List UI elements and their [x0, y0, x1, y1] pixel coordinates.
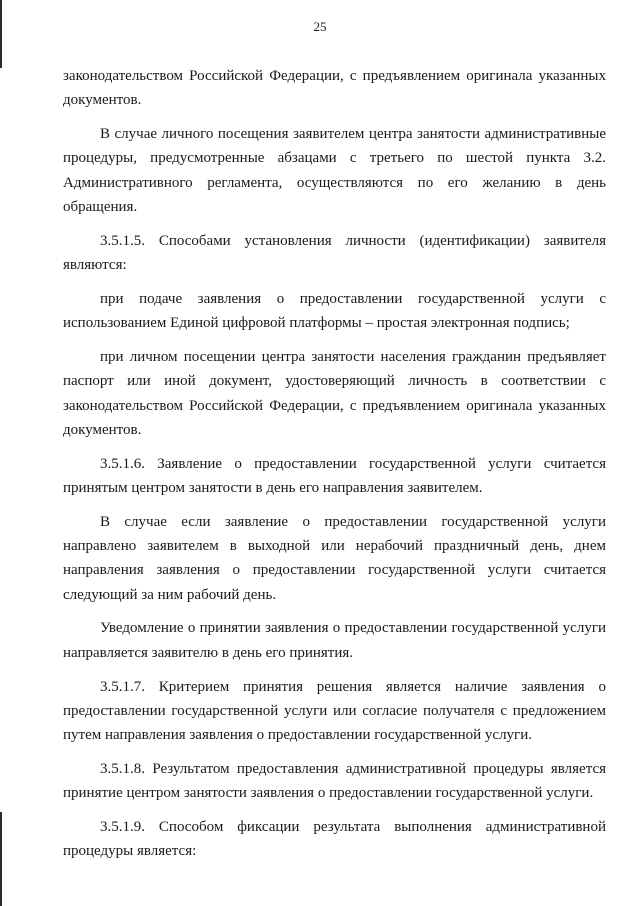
paragraph: Уведомление о принятии заявления о предоставлении государственной услуги направляется заявителю в день его принятия.: [63, 620, 606, 661]
paragraph: при подаче заявления о предоставлении государственной услуги с использованием Единой цифровой платформы – простая электронная подпись;: [63, 290, 606, 332]
document-body: [63, 64, 606, 873]
paragraph: 3.5.1.5. Способами установления личности (идентификации) заявителя являются:: [63, 232, 606, 274]
paragraph: при личном посещении центра занятости населения гражданин предъявляет паспорт или иной документ, удостоверяющий личность в соответствии с законодательством Российской Федерации, с предъявлением оригинала указанных документов.: [63, 348, 606, 438]
paragraph: законодательством Российской Федерации, с предъявлением оригинала указанных документов.: [63, 68, 606, 109]
paragraph: 3.5.1.7. Критерием принятия решения является наличие заявления о предоставлении государственной услуги или согласие получателя с предложением путем направления заявления о предоставлении государственной услуги.: [63, 678, 606, 744]
paragraph: 3.5.1.8. Результатом предоставления административной процедуры является принятие центром занятости заявления о предоставлении государственной услуги.: [63, 760, 606, 802]
page-number: 25: [313, 19, 327, 34]
paragraph: В случае если заявление о предоставлении государственной услуги направлено заявителем в выходной или нерабочий праздничный день, днем направления заявления о предоставлении государственной услуги считается следующий за ним рабочий день.: [63, 513, 606, 603]
paragraph: 3.5.1.6. Заявление о предоставлении государственной услуги считается принятым центром занятости в день его направления заявителем.: [63, 455, 606, 496]
scan-edge-bottom: [0, 812, 2, 906]
paragraph: 3.5.1.9. Способом фиксации результата выполнения административной процедуры является:: [63, 819, 606, 860]
paragraph: В случае личного посещения заявителем центра занятости административные процедуры, предусмотренные абзацами с третьего по шестой пункта 3.2. Административного регламента, осуществляются по его желанию в день обращения.: [63, 126, 606, 215]
